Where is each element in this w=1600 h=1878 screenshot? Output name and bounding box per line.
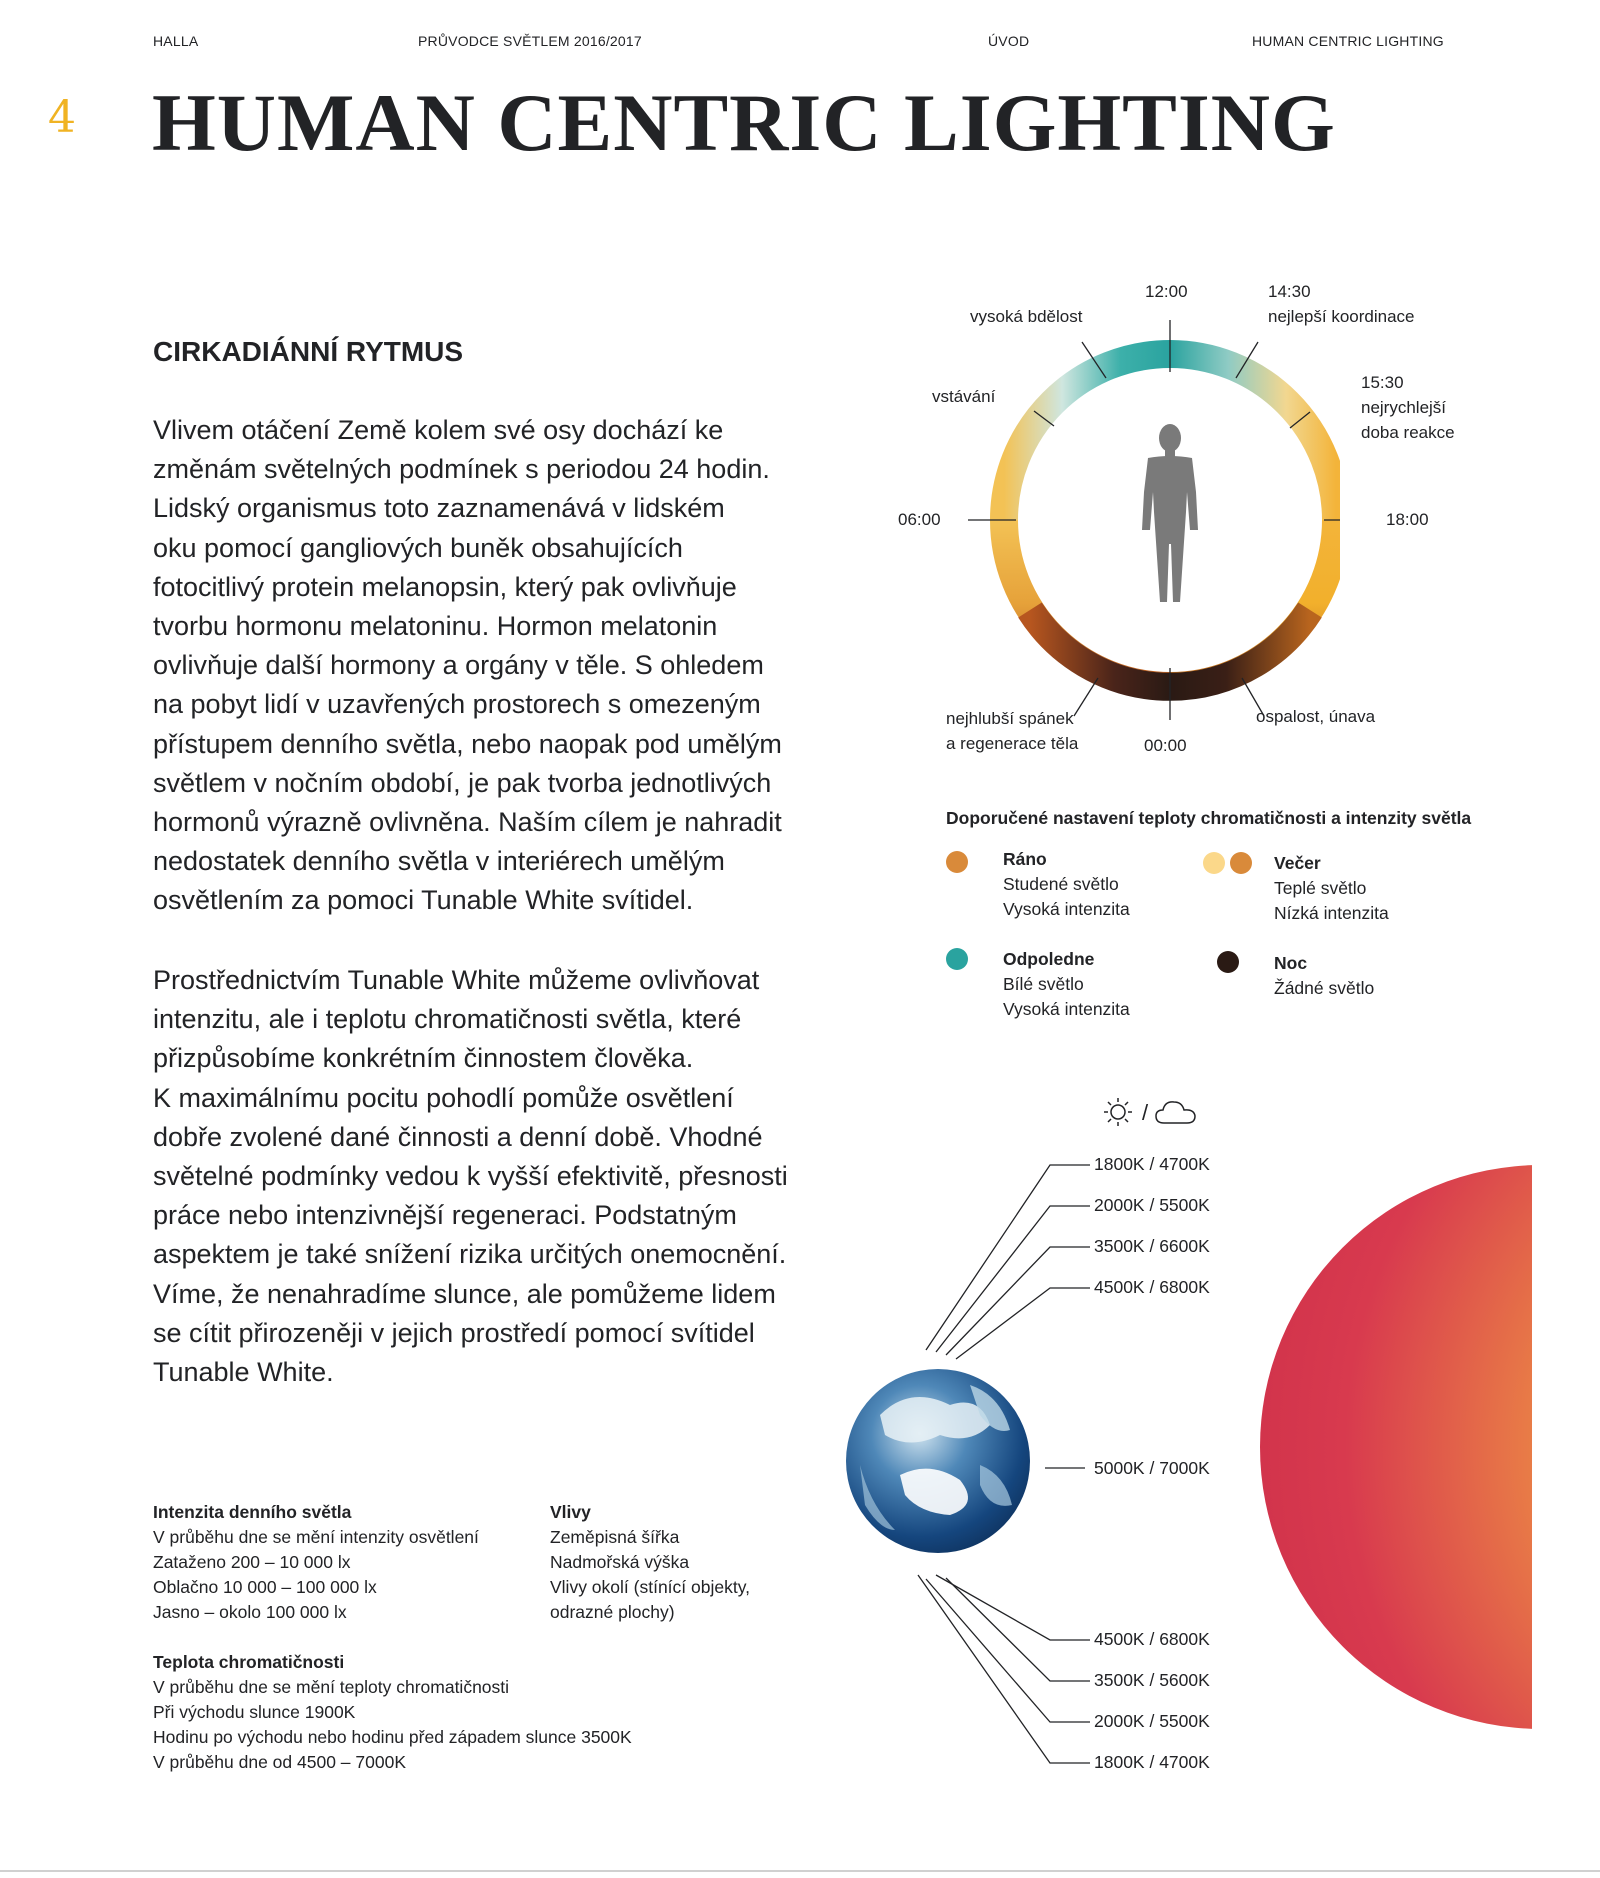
temperature-line: V průběhu dne od 4500 – 7000K [153, 1752, 406, 1772]
sun-shape [1260, 1165, 1600, 1729]
legend-item-name: Ráno [1003, 849, 1047, 869]
clock-label-high-alert: vysoká bdělost [970, 307, 1083, 326]
legend-dot-evening-warm [1203, 852, 1225, 874]
legend-item-night [1274, 951, 1374, 1001]
intensity-title: Intenzita denního světla [153, 1502, 352, 1522]
header-topic: HUMAN CENTRIC LIGHTING [1252, 33, 1444, 49]
sun-icon [1104, 1098, 1132, 1126]
paragraph-line: se cítit přirozeněji v jejich prostředí pomocí svítidel [153, 1317, 755, 1348]
influences-line: Nadmořská výška [550, 1552, 690, 1572]
legend-dot-morning [946, 851, 968, 873]
clock-label-0600: 06:00 [898, 510, 941, 529]
intensity-line: Oblačno 10 000 – 100 000 lx [153, 1577, 377, 1597]
intensity-block [153, 1500, 479, 1625]
paragraph-line: Lidský organismus toto zaznamenává v lidském [153, 493, 725, 524]
legend-item-line: Bílé světlo [1003, 974, 1084, 994]
paragraph-line: přizpůsobíme konkrétním činnostem člověka. [153, 1043, 694, 1074]
kelvin-label: 5000K / 7000K [1094, 1458, 1210, 1478]
clock-label-1530-line: nejrychlejší [1361, 398, 1447, 417]
paragraph-line: světelné podmínky vedou k vyšší efektivitě, přesnosti [153, 1161, 788, 1192]
kelvin-label: 2000K / 5500K [1094, 1711, 1210, 1731]
legend-item-line: Nízká intenzita [1274, 903, 1389, 923]
clock-label-1530-line: doba reakce [1361, 423, 1455, 442]
clock-label-1800: 18:00 [1386, 510, 1429, 529]
influences-line: Vlivy okolí (stínící objekty, [550, 1577, 751, 1597]
bottom-divider [0, 1870, 1600, 1872]
earth-globe-icon [846, 1369, 1030, 1553]
paragraph-line: Víme, že nenahradíme slunce, ale pomůžeme lidem [153, 1278, 776, 1309]
intensity-line: Jasno – okolo 100 000 lx [153, 1602, 347, 1622]
paragraph-line: dobře zvolené dané činnosti a denní době. Vhodné [153, 1121, 763, 1152]
clock-label-0000: 00:00 [1144, 736, 1187, 755]
icon-separator: / [1142, 1100, 1149, 1125]
paragraph-line: hormonů výrazně ovlivněna. Naším cílem je nahradit [153, 807, 782, 838]
paragraph-line: K maximálnímu pocitu pohodlí pomůže osvětlení [153, 1082, 734, 1113]
legend-item-morning [1003, 847, 1130, 922]
legend-item-line: Teplé světlo [1274, 878, 1367, 898]
clock-label-deep-sleep [946, 706, 1078, 756]
paragraph-line: intenzitu, ale i teplotu chromatičnosti světla, které [153, 1004, 742, 1035]
clock-label-1530 [1361, 370, 1455, 445]
paragraph-line: přístupem denního světla, nebo naopak pod umělým [153, 728, 782, 759]
header-section: ÚVOD [988, 33, 1030, 49]
paragraph-line: Vlivem otáčení Země kolem své osy dochází ke [153, 415, 724, 445]
intensity-line: V průběhu dne se mění intenzity osvětlení [153, 1527, 479, 1547]
legend-dot-night [1217, 951, 1239, 973]
page-title: HUMAN CENTRIC LIGHTING [152, 77, 1336, 168]
paragraph-line: na pobyt lidí v uzavřených prostorech s omezeným [153, 689, 761, 720]
page-number: 4 [48, 92, 76, 143]
paragraph-line: Tunable White. [153, 1357, 334, 1388]
legend-item-line: Vysoká intenzita [1003, 999, 1130, 1019]
temperature-title: Teplota chromatičnosti [153, 1652, 345, 1672]
kelvin-label: 3500K / 6600K [1094, 1236, 1210, 1256]
legend-item-line: Studené světlo [1003, 874, 1119, 894]
clock-label-1530-time: 15:30 [1361, 373, 1404, 392]
kelvin-label: 4500K / 6800K [1094, 1629, 1210, 1649]
temperature-line: Při východu slunce 1900K [153, 1702, 356, 1722]
temperature-line: Hodinu po východu nebo hodinu před západem slunce 3500K [153, 1727, 632, 1747]
influences-line: odrazné plochy) [550, 1602, 675, 1622]
paragraph-line: změnám světelných podmínek s periodou 24 hodin. [153, 454, 770, 485]
influences-line: Zeměpisná šířka [550, 1527, 680, 1547]
header-guide-title: PRŮVODCE SVĚTLEM 2016/2017 [418, 33, 642, 49]
paragraph-line: fotocitlivý protein melanopsin, který pak ovlivňuje [153, 571, 737, 602]
legend-item-name: Večer [1274, 853, 1321, 873]
section-title: CIRKADIÁNNÍ RYTMUS [153, 336, 464, 367]
kelvin-label: 3500K / 5600K [1094, 1670, 1210, 1690]
legend-item-line: Vysoká intenzita [1003, 899, 1130, 919]
clock-label-wake: vstávání [932, 387, 996, 406]
influences-block [550, 1500, 750, 1625]
clock-label-1200: 12:00 [1145, 282, 1188, 301]
clock-label-drowsy: ospalost, únava [1256, 707, 1376, 726]
paragraph-line: osvětlením za pomoci Tunable White svítidel. [153, 885, 694, 916]
legend-item-evening [1274, 851, 1389, 926]
kelvin-label: 1800K / 4700K [1094, 1752, 1210, 1772]
paragraph-line: tvorbu hormonu melatoninu. Hormon melatonin [153, 611, 718, 642]
clock-label-best-coordination: nejlepší koordinace [1268, 307, 1415, 326]
legend-item-name: Odpoledne [1003, 949, 1095, 969]
temperature-block [153, 1650, 632, 1775]
kelvin-label: 2000K / 5500K [1094, 1195, 1210, 1215]
clock-label-deep-sleep-line: nejhlubší spánek [946, 709, 1074, 728]
paragraph-2 [153, 961, 853, 1392]
clock-label-1430: 14:30 [1268, 282, 1311, 301]
header-brand: HALLA [153, 33, 199, 49]
paragraph-line: oku pomocí gangliových buněk obsahujících [153, 532, 683, 563]
circadian-clock-diagram [880, 300, 1340, 730]
clock-label-deep-sleep-line: a regenerace těla [946, 734, 1079, 753]
legend-item-afternoon [1003, 947, 1130, 1022]
human-silhouette-icon [1142, 424, 1198, 602]
legend-dot-afternoon [946, 948, 968, 970]
temperature-line: V průběhu dne se mění teploty chromatičnosti [153, 1677, 510, 1697]
legend-item-name: Noc [1274, 953, 1308, 973]
paragraph-line: světlem v nočním období, je pak tvorba jednotlivých [153, 767, 772, 798]
clock-ring [968, 320, 1340, 720]
legend-dot-evening [1230, 852, 1252, 874]
paragraph-line: Prostřednictvím Tunable White můžeme ovlivňovat [153, 965, 760, 995]
sun-earth-diagram [840, 1085, 1600, 1785]
paragraph-line: práce nebo intenzivnější regeneraci. Podstatným [153, 1200, 737, 1231]
paragraph-1 [153, 411, 853, 921]
legend-item-line: Žádné světlo [1274, 978, 1375, 998]
influences-title: Vlivy [550, 1502, 591, 1522]
paragraph-line: ovlivňuje další hormony a orgány v těle. S ohledem [153, 650, 764, 681]
legend-title: Doporučené nastavení teploty chromatičnosti a intenzity světla [946, 808, 1472, 828]
intensity-line: Zataženo 200 – 10 000 lx [153, 1552, 351, 1572]
kelvin-label: 4500K / 6800K [1094, 1277, 1210, 1297]
cloud-icon [1156, 1102, 1195, 1123]
kelvin-label: 1800K / 4700K [1094, 1154, 1210, 1174]
paragraph-line: aspektem je také snížení rizika určitých onemocnění. [153, 1239, 787, 1270]
paragraph-line: nedostatek denního světla v interiérech umělým [153, 846, 725, 877]
